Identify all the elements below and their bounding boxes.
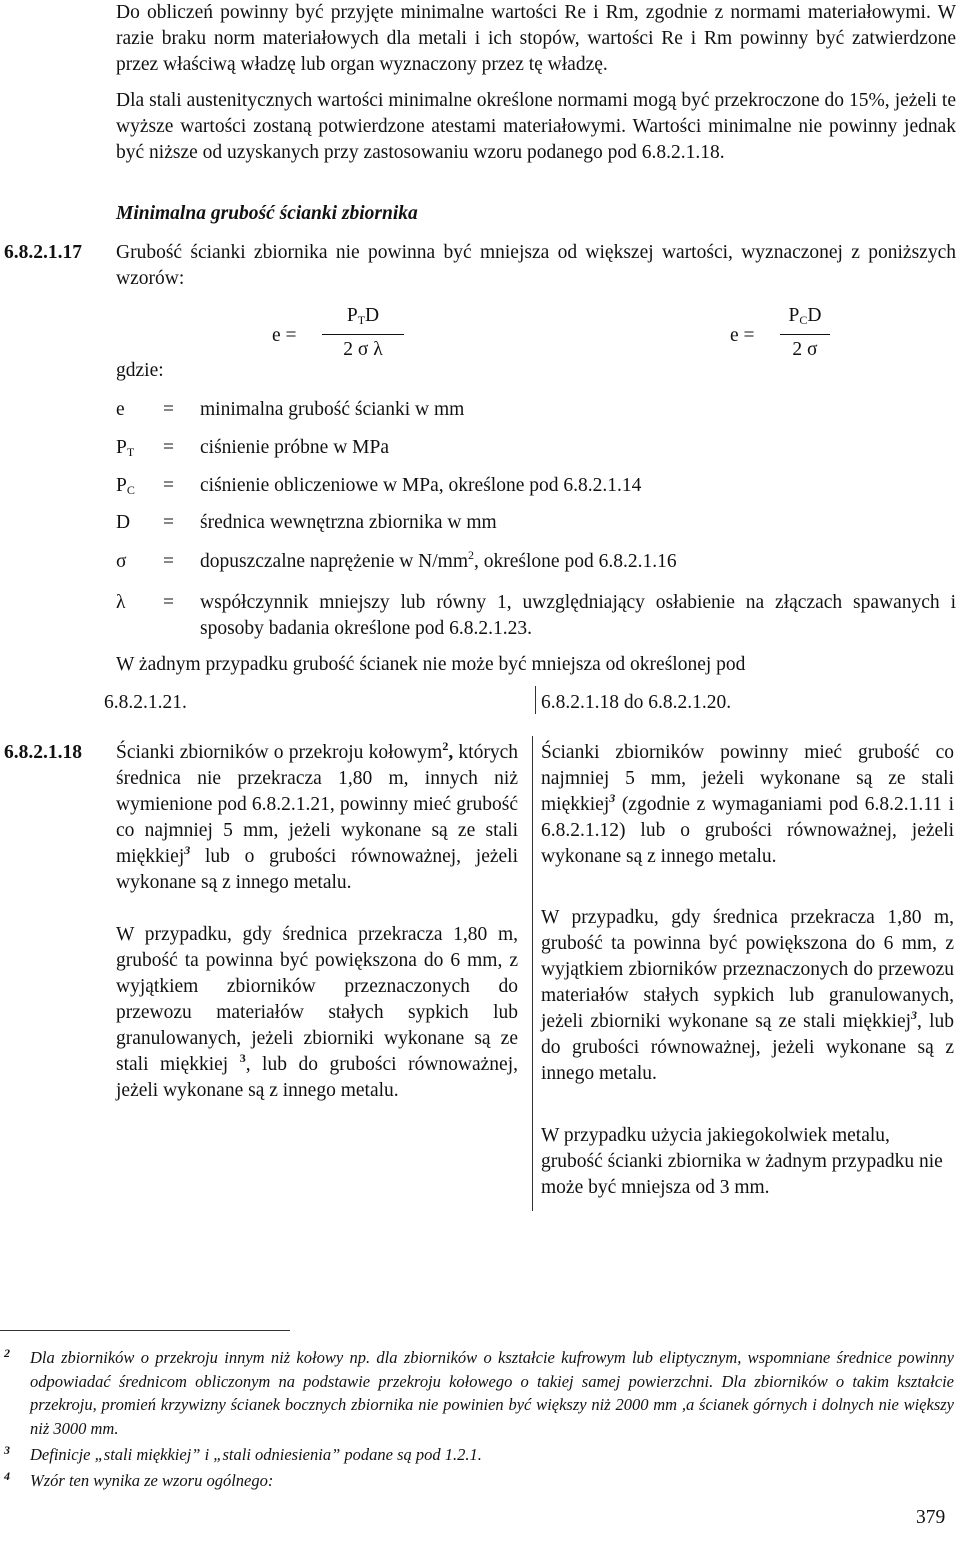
symbol-pt-main: P <box>116 437 127 458</box>
left-column-paragraph-1 <box>116 740 518 896</box>
definition-text: współczynnik mniejszy lub równy 1, uwzględniający osłabienie na złączach spawanych i sposoby badania określone pod 6.8.2.1.23. <box>200 592 956 639</box>
footnote-3: Definicje „stali miękkiej” i „stali odniesienia” podane są pod 1.2.1. <box>30 1445 482 1464</box>
formula-2-num-a: P <box>788 305 800 326</box>
column-divider-short <box>535 686 536 714</box>
intro-paragraph-1: Do obliczeń powinny być przyjęte minimalne wartości Re i Rm, zgodnie z normami materiałowymi. W razie braku norm materiałowych dla metali i ich stopów, wartości Re i Rm powinny być zatwierdzone przez właściwą władzę lub organ wyznaczony przez tę władzę. <box>116 2 956 75</box>
symbol-d: D <box>116 512 131 533</box>
equals-sign: = <box>163 437 174 458</box>
definition-text-a: dopuszczalne naprężenie w N/mm <box>200 551 469 572</box>
equals-sign: = <box>163 399 174 420</box>
formula-2-lhs: e = <box>730 325 755 346</box>
right-column-paragraph-1 <box>541 740 954 870</box>
section-heading: Minimalna grubość ścianki zbiornika <box>116 203 418 224</box>
left-column-paragraph-2 <box>116 922 518 1104</box>
page-number: 379 <box>916 1507 946 1528</box>
formula-1-den: 2 σ λ <box>343 339 383 360</box>
left-p1-d: lub o grubości równoważnej, jeżeli wykonane są z innego metalu. <box>116 846 518 893</box>
formula-1-num-b: D <box>365 305 380 326</box>
formula-2-num-b: D <box>807 305 822 326</box>
right-column-paragraph-2 <box>541 905 954 1087</box>
footnote-mark-3: 3 <box>4 1443 10 1457</box>
equals-sign: = <box>163 592 174 613</box>
definition-text-sup: 2 <box>468 548 475 562</box>
right-column-paragraph-3: W przypadku użycia jakiegokolwiek metalu, grubość ścianki zbiornika w żadnym przypadku nie może być mniejsza od 3 mm. <box>541 1125 943 1198</box>
formula-1-lhs: e = <box>272 325 297 346</box>
footnote-4: Wzór ten wynika ze wzoru ogólnego: <box>30 1471 274 1490</box>
definition-text: średnica wewnętrzna zbiornika w mm <box>200 512 497 533</box>
right-p2-sup: 3 <box>911 1008 918 1022</box>
closing-sentence: W żadnym przypadku grubość ścianek nie może być mniejsza od określonej pod <box>116 654 746 675</box>
left-p1-sup2: 3 <box>184 843 191 857</box>
closing-right: 6.8.2.1.18 do 6.8.2.1.20. <box>541 692 732 713</box>
left-p2-a: W przypadku, gdy średnica przekracza 1,80 m, grubość ta powinna być powiększona do 6 mm, z wyjątkiem zbiorników przeznaczonych do przewozu materiałów stałych sypkich lub granulowanych, jeżeli zbiorniki wykonane są ze stali miękkiej <box>116 924 518 1075</box>
left-p1-sup: 2 <box>442 739 449 753</box>
left-p2-b: , lub do grubości równoważnej, jeżeli wykonane są z innego metalu. <box>116 1054 518 1101</box>
right-p2-a: W przypadku, gdy średnica przekracza 1,80 m, grubość ta powinna być powiększona do 6 mm, z wyjątkiem zbiorników przeznaczonych do przewozu materiałów stałych sypkich lub granulowanych, jeżeli zbiorniki wykonane są ze stali miękkiej <box>541 907 954 1032</box>
formula-1-fraction <box>322 303 404 363</box>
definition-text <box>200 549 956 575</box>
symbol-pt <box>116 435 134 465</box>
intro-paragraph-2: Dla stali austenitycznych wartości minimalne określone normami mogą być przekroczone do 15%, jeżeli te wyższe wartości zostaną potwierdzone atestami materiałowymi. Wartości minimalne nie powinny jednak być niższe od uzyskanych przy zastosowaniu wzoru podanego pod 6.8.2.1.18. <box>116 90 956 163</box>
formula-1-num-a: P <box>346 305 358 326</box>
definition-text-b: , określone pod 6.8.2.1.16 <box>474 551 677 572</box>
equals-sign: = <box>163 475 174 496</box>
formula-2-num-sub: C <box>799 313 808 327</box>
right-p1-a: Ścianki zbiorników powinny mieć grubość co najmniej 5 mm, jeżeli wykonane są ze stali miękkiej <box>541 742 954 815</box>
equals-sign: = <box>163 551 174 572</box>
equals-sign: = <box>163 512 174 533</box>
where-label: gdzie: <box>116 360 164 381</box>
column-divider <box>532 736 533 1211</box>
left-p2-sup: 3 <box>239 1051 246 1065</box>
section-17-text: Grubość ścianki zbiornika nie powinna być mniejsza od większej wartości, wyznaczonej z poniższych wzorów: <box>116 242 956 289</box>
formula-2-bar <box>780 334 830 335</box>
symbol-e: e <box>116 399 125 420</box>
left-p1-b: , <box>448 742 454 763</box>
formula-2-fraction <box>780 303 830 363</box>
footnote-mark-4: 4 <box>4 1469 10 1483</box>
formula-1-bar <box>322 334 404 335</box>
footnote-mark-2: 2 <box>4 1346 10 1360</box>
left-p1-a: Ścianki zbiorników o przekroju kołowym <box>116 742 443 763</box>
footnote-separator <box>0 1330 290 1331</box>
definition-text: minimalna grubość ścianki w mm <box>200 399 465 420</box>
footnote-2: Dla zbiorników o przekroju innym niż kołowy np. dla zbiorników o kształcie kufrowym lub eliptycznym, wspomniane średnice powinny odpowiadać średnicom obliczonym na podstawie przekroju kołowego o takiej samej powierzchni. Dla zbiorników o takim kształcie przekroju, promień krzywizny ścianek bocznych zbiornika nie powinien być większy niż 2000 mm ,a ścianek górnych i dolnych nie większy niż 3000 mm. <box>30 1348 954 1438</box>
left-p1-c: których średnica nie przekracza 1,80 m, innych niż wymienione pod 6.8.2.1.21, powinny mieć grubość co najmniej 5 mm, jeżeli wykonane są ze stali miękkiej <box>116 742 518 867</box>
symbol-lambda: λ <box>116 592 126 613</box>
closing-left: 6.8.2.1.21. <box>104 692 187 713</box>
symbol-pc-sub: C <box>126 483 135 497</box>
symbol-sigma: σ <box>116 551 127 572</box>
right-p1-b: (zgodnie z wymaganiami pod 6.8.2.1.11 i 6.8.2.1.12) lub o grubości równoważnej, jeżeli wykonane są z innego metalu. <box>541 794 954 867</box>
section-number-17: 6.8.2.1.17 <box>4 242 82 263</box>
symbol-pc-main: P <box>116 475 127 496</box>
right-p1-sup: 3 <box>609 791 616 805</box>
definition-text: ciśnienie próbne w MPa <box>200 437 390 458</box>
definition-text: ciśnienie obliczeniowe w MPa, określone pod 6.8.2.1.14 <box>200 475 642 496</box>
symbol-pt-sub: T <box>126 445 135 459</box>
symbol-pc <box>116 473 135 503</box>
section-number-18: 6.8.2.1.18 <box>4 742 82 763</box>
formula-2-den: 2 σ <box>792 339 818 360</box>
formula-1-num-sub: T <box>357 313 366 327</box>
right-p2-b: , lub do grubości równoważnej, jeżeli wykonane są z innego metalu. <box>541 1011 955 1084</box>
